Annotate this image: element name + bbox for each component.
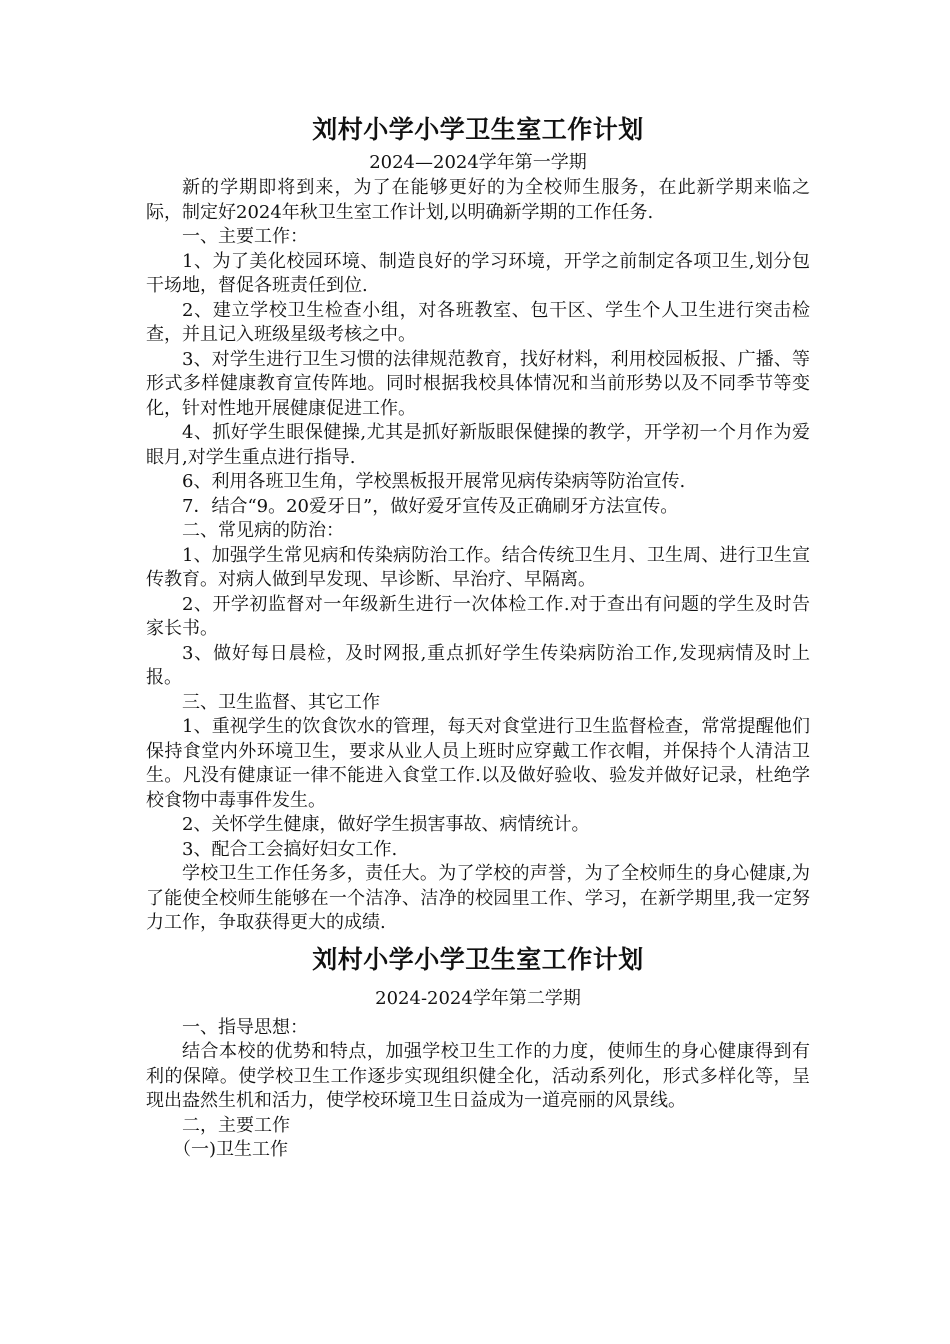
sub-heading: （一)卫生工作 (173, 1139, 289, 1160)
list-item: 4、抓好学生眼保健操,尤其是抓好新版眼保健操的教学，开学初一个月作为爱眼月,对学生重点进行指导. (146, 422, 810, 468)
list-item: 3、配合工会搞好妇女工作. (182, 838, 398, 860)
section-heading: 二，主要工作 (182, 1114, 290, 1136)
document-title-second: 刘村小学小学卫生室工作计划 (312, 944, 644, 974)
document-page (146, 110, 810, 1163)
list-item: 2、建立学校卫生检查小组，对各班教室、包干区、学生个人卫生进行突击检查，并且记入班级星级考核之中。 (146, 299, 810, 345)
list-item: 7．结合“9。20爱牙日”，做好爱牙宣传及正确刷牙方法宣传。 (182, 495, 679, 517)
intro-paragraph: 新的学期即将到来，为了在能够更好的为全校师生服务，在此新学期来临之际，制定好2024年秋卫生室工作计划,以明确新学期的工作任务. (146, 177, 810, 223)
list-item: 6、利用各班卫生角，学校黑板报开展常见病传染病等防治宣传. (182, 471, 686, 492)
list-item: 1、加强学生常见病和传染病防治工作。结合传统卫生月、卫生周、进行卫生宣传教育。对病人做到早发现、早诊断、早治疗、早隔离。 (146, 544, 810, 590)
list-item: 2、关怀学生健康，做好学生损害事故、病情统计。 (182, 814, 590, 835)
guiding-paragraph: 结合本校的优势和特点，加强学校卫生工作的力度，使师生的身心健康得到有利的保障。使学校卫生工作逐步实现组织健全化，活动系列化，形式多样化等，呈现出盎然生机和活力，使学校环境卫生日益成为一道亮丽的风景线。 (146, 1041, 810, 1111)
list-item: 2、开学初监督对一年级新生进行一次体检工作.对于查出有问题的学生及时告家长书。 (146, 593, 810, 639)
section-heading: 一、指导思想： (182, 1016, 308, 1038)
list-item: 3、对学生进行卫生习惯的法律规范教育，找好材料，利用校园板报、广播、等形式多样健康教育宣传阵地。同时根据我校具体情况和当前形势以及不同季节等变化，针对性地开展健康促进工作。 (146, 348, 810, 419)
section-heading: 三、卫生监督、其它工作 (182, 691, 380, 713)
list-item: 1、为了美化校园环境、制造良好的学习环境，开学之前制定各项卫生,划分包干场地，督促各班责任到位. (146, 250, 810, 296)
plan-body-second-semester (146, 1016, 810, 1163)
section-heading: 二、常见病的防治： (182, 520, 344, 541)
plan-body-first-semester (146, 176, 810, 936)
semester-subtitle-second: 2024-2024学年第二学期 (375, 987, 581, 1009)
document-title: 刘村小学小学卫生室工作计划 (312, 115, 644, 144)
closing-paragraph: 学校卫生工作任务多，责任大。为了学校的声誉，为了全校师生的身心健康,为了能使全校师生能够在一个洁净、洁净的校园里工作、学习，在新学期里,我一定努力工作，争取获得更大的成绩. (146, 863, 810, 933)
section-heading: 一、主要工作： (182, 226, 308, 247)
list-item: 1、重视学生的饮食饮水的管理，每天对食堂进行卫生监督检查，常常提醒他们保持食堂内外环境卫生，要求从业人员上班时应穿戴工作衣帽，并保持个人清洁卫生。凡没有健康证一律不能进入食堂工作.以及做好验收、验发并做好记录，杜绝学校食物中毒事件发生。 (146, 716, 810, 811)
semester-subtitle: 2024—2024学年第一学期 (369, 152, 587, 173)
list-item: 3、做好每日晨检，及时网报,重点抓好学生传染病防治工作,发现病情及时上报。 (146, 642, 810, 688)
